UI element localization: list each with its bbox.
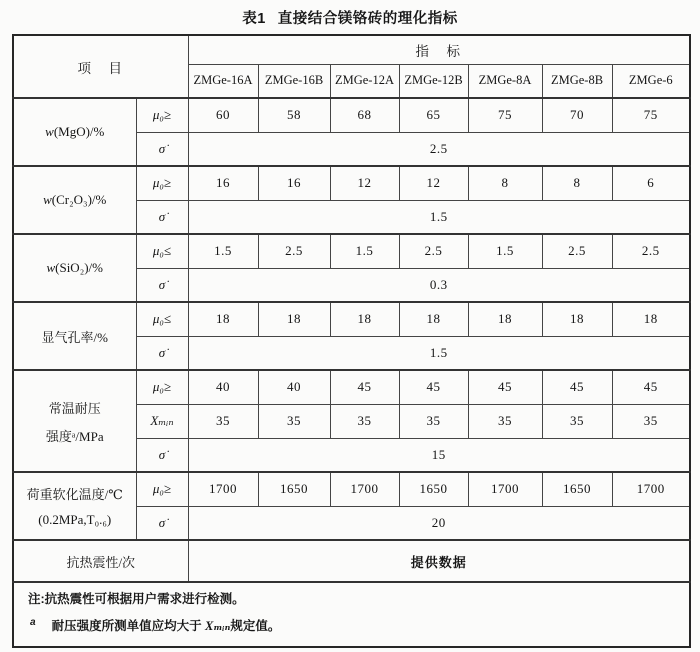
grade-col-header: ZMGe-6 xyxy=(612,64,690,98)
rul-mu-symbol: μ₀≥ xyxy=(136,472,188,506)
value-cell: 35 xyxy=(399,404,468,438)
cr2o3-sigma-value: 1.5 xyxy=(188,200,690,234)
mgo-mu-row xyxy=(13,98,690,132)
value-cell: 18 xyxy=(542,302,612,336)
value-cell: 1650 xyxy=(399,472,468,506)
row-label-tsr: 抗热震性/次 xyxy=(13,540,188,582)
value-cell: 45 xyxy=(542,370,612,404)
row-label-ccs: 常温耐压 强度ᵃ/MPa xyxy=(13,370,136,472)
value-cell: 16 xyxy=(188,166,258,200)
value-cell: 35 xyxy=(330,404,399,438)
value-cell: 45 xyxy=(330,370,399,404)
rul-sigma-value: 20 xyxy=(188,506,690,540)
value-cell: 1.5 xyxy=(330,234,399,268)
cr2o3-sigma-symbol: σ̇ xyxy=(136,200,188,234)
sio2-mu-row xyxy=(13,234,690,268)
rul-sigma-symbol: σ̇ xyxy=(136,506,188,540)
note-line-1: 注:抗热震性可根据用户需求进行检测。 xyxy=(28,592,245,606)
value-cell: 35 xyxy=(612,404,690,438)
value-cell: 18 xyxy=(188,302,258,336)
porosity-sigma-symbol: σ̇ xyxy=(136,336,188,370)
value-cell: 16 xyxy=(258,166,330,200)
value-cell: 35 xyxy=(468,404,542,438)
row-label-porosity: 显气孔率/% xyxy=(13,302,136,370)
value-cell: 1650 xyxy=(542,472,612,506)
grade-col-header: ZMGe-16A xyxy=(188,64,258,98)
footnote-marker: a xyxy=(30,617,36,629)
value-cell: 12 xyxy=(399,166,468,200)
table-title xyxy=(0,0,700,28)
value-cell: 70 xyxy=(542,98,612,132)
value-cell: 18 xyxy=(612,302,690,336)
header-item-cell: 项 目 xyxy=(13,35,188,98)
value-cell: 2.5 xyxy=(542,234,612,268)
sio2-sigma-symbol: σ̇ xyxy=(136,268,188,302)
value-cell: 6 xyxy=(612,166,690,200)
rul-mu-row xyxy=(13,472,690,506)
table-title-text: 直接结合镁铬砖的理化指标 xyxy=(277,11,458,27)
spec-table xyxy=(12,34,691,648)
row-label-rul: 荷重软化温度/℃ (0.2MPa,T₀.₆) xyxy=(13,472,136,540)
value-cell: 1.5 xyxy=(188,234,258,268)
mgo-mu-symbol: μ₀≥ xyxy=(136,98,188,132)
notes-row xyxy=(13,582,690,647)
cr2o3-mu-row xyxy=(13,166,690,200)
sio2-sigma-value: 0.3 xyxy=(188,268,690,302)
ccs-sigma-symbol: σ̇ xyxy=(136,438,188,472)
grade-col-header: ZMGe-12B xyxy=(399,64,468,98)
value-cell: 18 xyxy=(258,302,330,336)
value-cell: 18 xyxy=(399,302,468,336)
table-notes xyxy=(13,582,690,647)
value-cell: 1700 xyxy=(612,472,690,506)
row-label-sio2: w(SiO₂)/% xyxy=(13,234,136,302)
mgo-sigma-symbol: σ̇ xyxy=(136,132,188,166)
value-cell: 40 xyxy=(188,370,258,404)
value-cell: 8 xyxy=(542,166,612,200)
value-cell: 35 xyxy=(258,404,330,438)
value-cell: 1650 xyxy=(258,472,330,506)
grade-col-header: ZMGe-8A xyxy=(468,64,542,98)
value-cell: 12 xyxy=(330,166,399,200)
value-cell: 68 xyxy=(330,98,399,132)
tsr-row xyxy=(13,540,690,582)
value-cell: 45 xyxy=(468,370,542,404)
value-cell: 75 xyxy=(612,98,690,132)
value-cell: 65 xyxy=(399,98,468,132)
value-cell: 1700 xyxy=(188,472,258,506)
row-label-cr2o3: w(Cr₂O₃)/% xyxy=(13,166,136,234)
value-cell: 2.5 xyxy=(399,234,468,268)
header-indicator-cell: 指 标 xyxy=(188,35,690,64)
value-cell: 1.5 xyxy=(468,234,542,268)
porosity-sigma-value: 1.5 xyxy=(188,336,690,370)
value-cell: 2.5 xyxy=(612,234,690,268)
ccs-xmin-symbol: Xₘᵢₙ xyxy=(136,404,188,438)
value-cell: 58 xyxy=(258,98,330,132)
value-cell: 1700 xyxy=(330,472,399,506)
grade-col-header: ZMGe-16B xyxy=(258,64,330,98)
cr2o3-mu-symbol: μ₀≥ xyxy=(136,166,188,200)
value-cell: 75 xyxy=(468,98,542,132)
note-line-2: $^a$ 耐压强度所测单值应均大于 Xₘᵢₙ规定值。 xyxy=(30,617,281,634)
tsr-value: 提供数据 xyxy=(188,540,690,582)
value-cell: 18 xyxy=(468,302,542,336)
header-row-1 xyxy=(13,35,690,64)
value-cell: 18 xyxy=(330,302,399,336)
ccs-sigma-value: 15 xyxy=(188,438,690,472)
value-cell: 60 xyxy=(188,98,258,132)
grade-col-header: ZMGe-12A xyxy=(330,64,399,98)
value-cell: 35 xyxy=(542,404,612,438)
porosity-mu-symbol: μ₀≤ xyxy=(136,302,188,336)
value-cell: 2.5 xyxy=(258,234,330,268)
value-cell: 35 xyxy=(188,404,258,438)
table-number: 表1 xyxy=(242,11,266,27)
value-cell: 8 xyxy=(468,166,542,200)
value-cell: 45 xyxy=(612,370,690,404)
ccs-mu-row xyxy=(13,370,690,404)
value-cell: 45 xyxy=(399,370,468,404)
grade-col-header: ZMGe-8B xyxy=(542,64,612,98)
porosity-mu-row xyxy=(13,302,690,336)
ccs-mu-symbol: μ₀≥ xyxy=(136,370,188,404)
mgo-sigma-value: 2.5 xyxy=(188,132,690,166)
value-cell: 40 xyxy=(258,370,330,404)
sio2-mu-symbol: μ₀≤ xyxy=(136,234,188,268)
value-cell: 1700 xyxy=(468,472,542,506)
row-label-mgo: w(MgO)/% xyxy=(13,98,136,166)
